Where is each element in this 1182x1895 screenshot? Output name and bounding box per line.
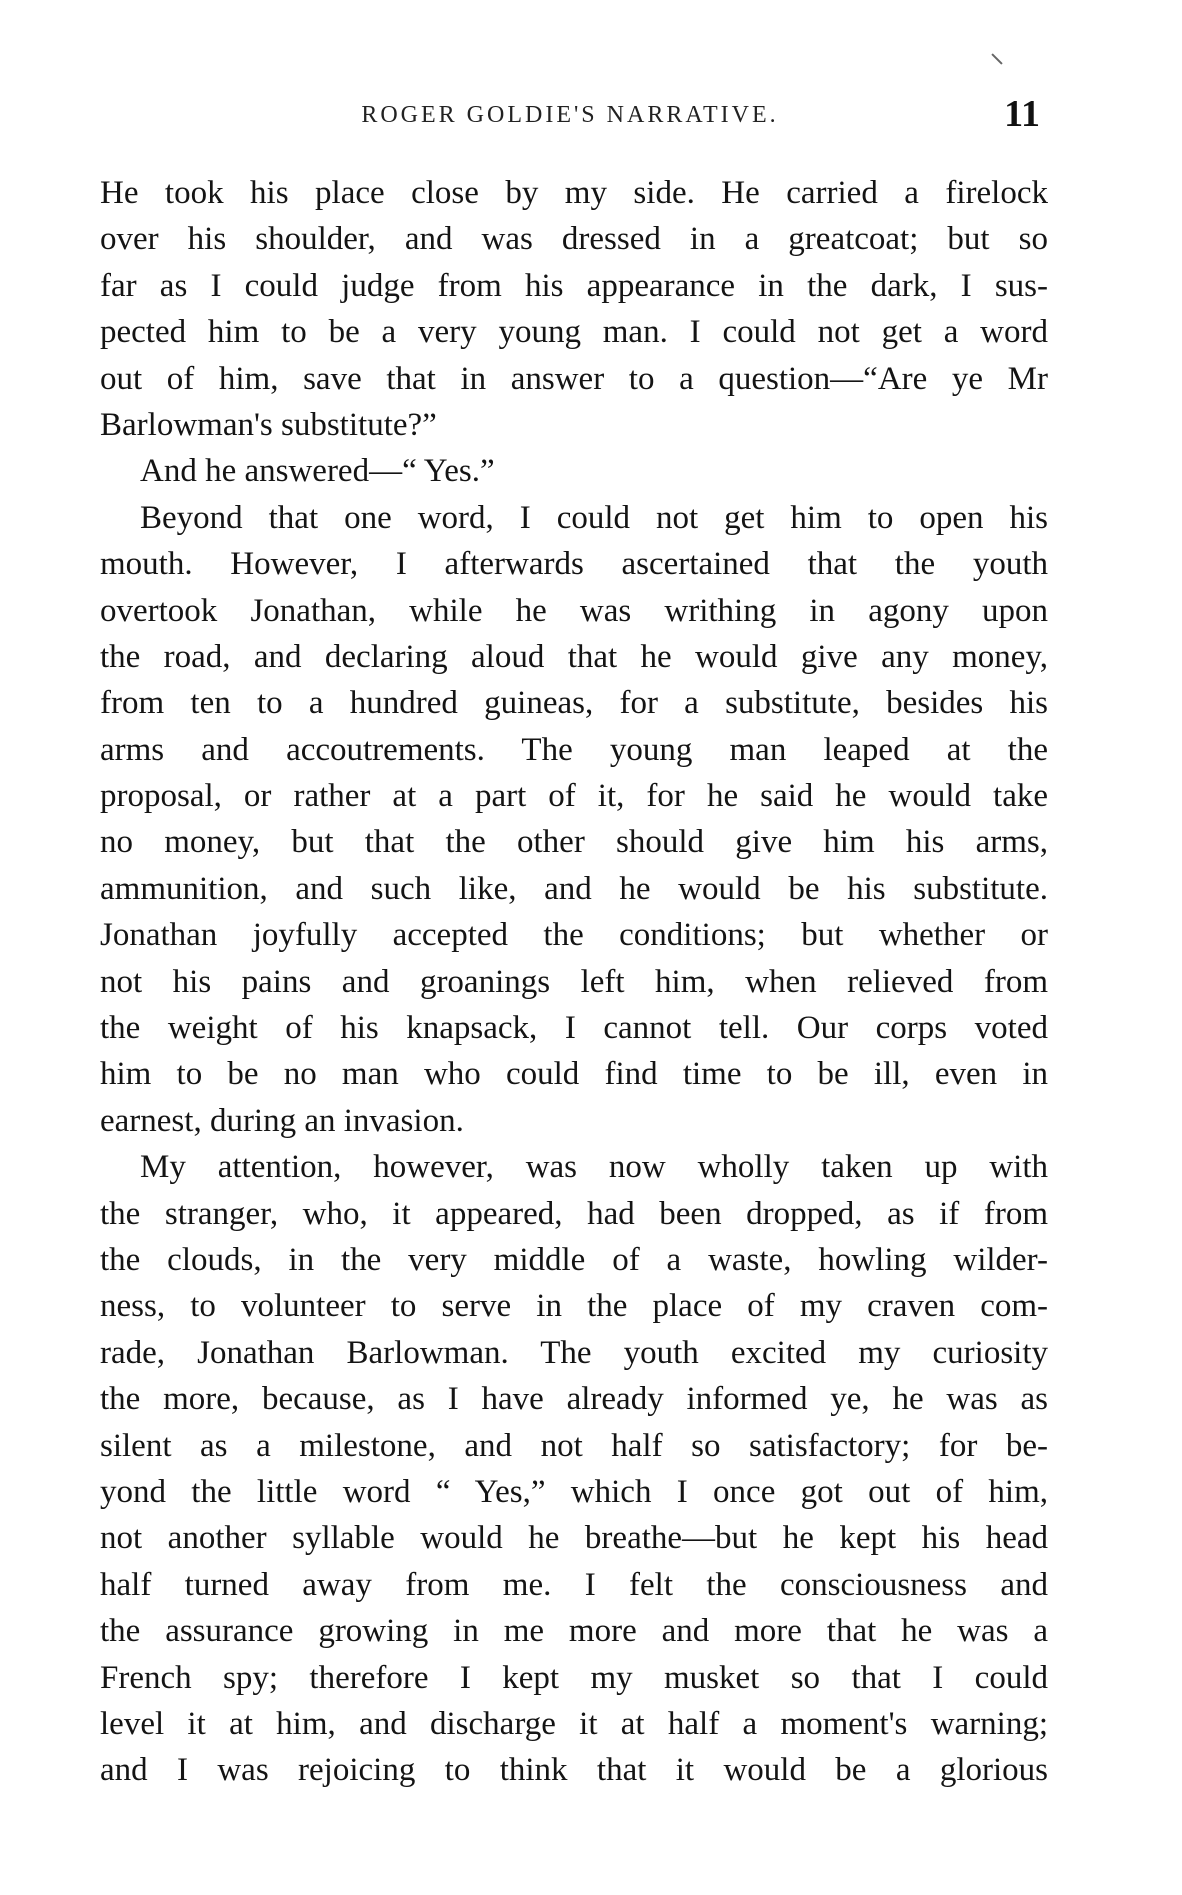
text-line: and I was rejoicing to think that it would be a glorious bbox=[100, 1752, 1048, 1789]
text-line: My attention, however, was now wholly taken up with bbox=[140, 1149, 1048, 1186]
text-line: earnest, during an invasion. bbox=[100, 1102, 464, 1139]
page-number: 11 bbox=[1004, 93, 1040, 135]
text-line: rade, Jonathan Barlowman. The youth excited my curiosity bbox=[100, 1334, 1048, 1371]
text-line: pected him to be a very young man. I could not get a word bbox=[100, 314, 1048, 351]
text-line: And he answered—“ Yes.” bbox=[140, 453, 495, 490]
text-line: far as I could judge from his appearance in the dark, I sus- bbox=[100, 267, 1048, 304]
text-line: not his pains and groanings left him, when relieved from bbox=[100, 963, 1048, 1000]
text-line: French spy; therefore I kept my musket so that I could bbox=[100, 1659, 1048, 1696]
text-line: from ten to a hundred guineas, for a substitute, besides his bbox=[100, 685, 1048, 722]
stray-ink-mark bbox=[991, 53, 1002, 64]
text-line: ammunition, and such like, and he would be his substitute. bbox=[100, 870, 1048, 907]
text-line: the assurance growing in me more and more that he was a bbox=[100, 1613, 1048, 1650]
text-line: no money, but that the other should give him his arms, bbox=[100, 824, 1048, 861]
text-line: overtook Jonathan, while he was writhing in agony upon bbox=[100, 592, 1048, 629]
body-text bbox=[100, 170, 1048, 1794]
text-line: him to be no man who could find time to be ill, even in bbox=[100, 1056, 1048, 1093]
text-line: over his shoulder, and was dressed in a greatcoat; but so bbox=[100, 221, 1048, 258]
text-line: proposal, or rather at a part of it, for he said he would take bbox=[100, 778, 1048, 815]
text-line: level it at him, and discharge it at half a moment's warning; bbox=[100, 1705, 1048, 1742]
text-line: the road, and declaring aloud that he would give any money, bbox=[100, 638, 1048, 675]
text-line: out of him, save that in answer to a question—“Are ye Mr bbox=[100, 360, 1048, 397]
text-line: the stranger, who, it appeared, had been dropped, as if from bbox=[100, 1195, 1048, 1232]
text-line: mouth. However, I afterwards ascertained that the youth bbox=[100, 546, 1048, 583]
text-line: the weight of his knapsack, I cannot tell. Our corps voted bbox=[100, 1010, 1048, 1047]
text-line: He took his place close by my side. He carried a firelock bbox=[100, 175, 1048, 211]
text-line: silent as a milestone, and not half so satisfactory; for be- bbox=[100, 1427, 1048, 1464]
page-header bbox=[100, 92, 1040, 140]
text-line: the more, because, as I have already informed ye, he was as bbox=[100, 1381, 1048, 1418]
text-line: Beyond that one word, I could not get him to open his bbox=[140, 499, 1048, 536]
text-line: yond the little word “ Yes,” which I once got out of him, bbox=[100, 1473, 1048, 1510]
running-head: ROGER GOLDIE'S NARRATIVE. bbox=[361, 102, 779, 128]
text-line: not another syllable would he breathe—but he kept his head bbox=[100, 1520, 1048, 1557]
text-line: half turned away from me. I felt the consciousness and bbox=[100, 1566, 1048, 1603]
text-line: Jonathan joyfully accepted the conditions; but whether or bbox=[100, 917, 1048, 954]
text-line: the clouds, in the very middle of a waste, howling wilder- bbox=[100, 1241, 1048, 1278]
text-line: arms and accoutrements. The young man leaped at the bbox=[100, 731, 1048, 768]
text-line: Barlowman's substitute?” bbox=[100, 406, 437, 443]
text-line: ness, to volunteer to serve in the place of my craven com- bbox=[100, 1288, 1048, 1325]
